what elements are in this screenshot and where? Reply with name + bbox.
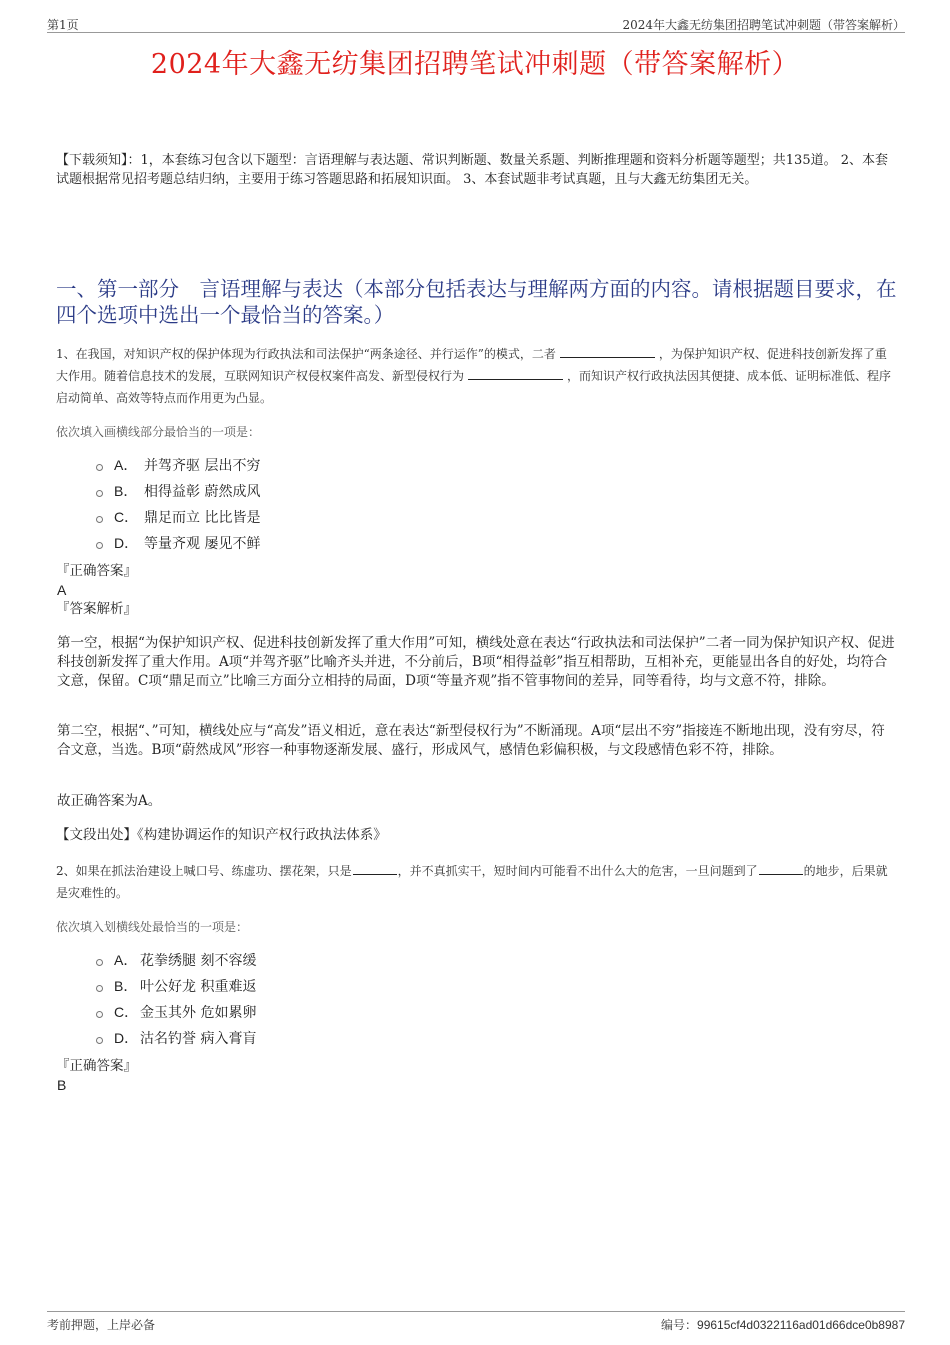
radio-icon[interactable] <box>96 542 103 549</box>
question-1-text: 1、在我国，对知识产权的保护体现为行政执法和司法保护“两条途径、并行运作”的模式，二者 ，为保护知识产权、促进科技创新发挥了重大作用。随着信息技术的发展，互联网知识产权侵权案件高发、新型侵权行为 ，而知识产权行政执法因其便捷、成本低、证明标准低、程序启动简单、高效等特点而作用更为凸显。 <box>56 347 892 405</box>
source-citation: 【文段出处】《构建协调运作的知识产权行政执法体系》 <box>56 827 387 843</box>
radio-icon[interactable] <box>96 959 103 966</box>
question-1-prompt: 依次填入画横线部分最恰当的一项是： <box>56 425 261 439</box>
question-2-prompt: 依次填入划横线处最恰当的一项是： <box>56 920 249 934</box>
analysis-label: 『答案解析』 <box>56 601 137 617</box>
radio-icon[interactable] <box>96 985 103 992</box>
answer-blank <box>468 367 563 380</box>
document-id: 编号：99615cf4d0322116ad01d66dce0b8987 <box>661 1318 905 1332</box>
radio-icon[interactable] <box>96 490 103 497</box>
option-a[interactable]: A． 花拳绣腿 刻不容缓 <box>96 947 256 973</box>
page-header <box>47 14 905 33</box>
analysis-paragraph-1: 第一空，根据“为保护知识产权、促进科技创新发挥了重大作用”可知，横线处意在表达“行政执法和司法保护”二者一同为保护知识产权、促进科技创新发挥了重大作用。A项“并驾齐驱”比喻齐头并进，不分前后，B项“相得益彰”指互相帮助，互相补充，更能显出各自的好处，均符合文意，保留。C项“鼎足而立”比喻三方面分立相持的局面，D项“等量齐观”指不管事物间的差异，同等看待，均与文意不符，排除。 <box>57 635 895 689</box>
section-title: 一、第一部分 言语理解与表达（本部分包括表达与理解两方面的内容。请根据题目要求，在四个选项中选出一个最恰当的答案。） <box>56 277 897 327</box>
question-2-options <box>96 947 256 1051</box>
answer-blank <box>353 862 397 875</box>
footer-slogan: 考前押题，上岸必备 <box>47 1318 156 1332</box>
option-b[interactable]: B． 叶公好龙 积重难返 <box>96 973 256 999</box>
page-number: 第1页 <box>47 18 79 32</box>
question-2-answer <box>56 1057 898 1095</box>
analysis-conclusion: 故正确答案为A。 <box>57 793 162 809</box>
answer-label: 『正确答案』 <box>56 563 137 579</box>
document-title: 2024年大鑫无纺集团招聘笔试冲刺题（带答案解析） <box>150 49 800 80</box>
answer-blank <box>560 345 655 358</box>
radio-icon[interactable] <box>96 1011 103 1018</box>
option-d[interactable]: D． 等量齐观 屡见不鲜 <box>96 530 260 556</box>
answer-blank <box>759 862 803 875</box>
page-footer <box>47 1311 905 1334</box>
radio-icon[interactable] <box>96 1037 103 1044</box>
option-a[interactable]: A． 并驾齐驱 层出不穷 <box>96 452 260 478</box>
option-c[interactable]: C． 鼎足而立 比比皆是 <box>96 504 260 530</box>
radio-icon[interactable] <box>96 464 103 471</box>
option-d[interactable]: D． 沽名钓誉 病入膏肓 <box>96 1025 256 1051</box>
header-doc-title: 2024年大鑫无纺集团招聘笔试冲刺题（带答案解析） <box>622 18 905 32</box>
question-2-text: 2、如果在抓法治建设上喊口号、练虚功、摆花架，只是 ，并不真抓实干，短时间内可能看不出什么大的危害，一旦问题到了 的地步，后果就是灾难性的。 <box>56 864 888 900</box>
option-b[interactable]: B． 相得益彰 蔚然成风 <box>96 478 260 504</box>
analysis-paragraph-2: 第二空，根据“、”可知，横线处应与“高发”语义相近，意在表达“新型侵权行为”不断涌现。A项“层出不穷”指接连不断地出现，没有穷尽，符合文意，当选。B项“蔚然成风”形容一种事物逐渐发展、盛行，形成风气，感情色彩偏积极，与文段感情色彩不符，排除。 <box>57 723 885 758</box>
answer-label: 『正确答案』 <box>56 1058 137 1074</box>
answer-value: B <box>57 1077 67 1093</box>
download-notice: 【下载须知】：1，本套练习包含以下题型：言语理解与表达题、常识判断题、数量关系题、判断推理题和资料分析题等题型；共135道。 2、本套试题根据常见招考题总结归纳，主要用于练习答题思路和拓展知识面。 3、本套试题非考试真题，且与大鑫无纺集团无关。 <box>56 153 888 187</box>
answer-value: A <box>57 582 67 598</box>
radio-icon[interactable] <box>96 516 103 523</box>
question-1-options <box>96 452 260 556</box>
question-1-answer <box>56 562 898 619</box>
option-c[interactable]: C． 金玉其外 危如累卵 <box>96 999 256 1025</box>
